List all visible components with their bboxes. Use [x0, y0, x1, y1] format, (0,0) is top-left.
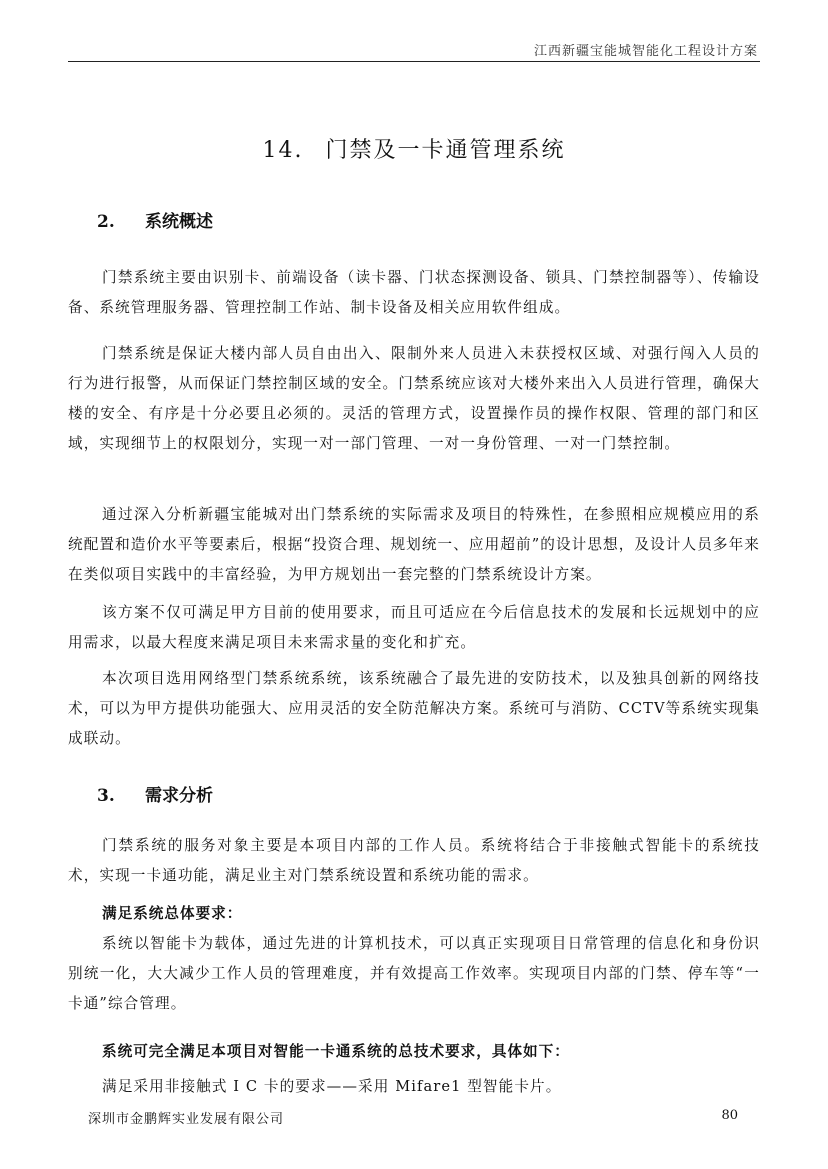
section-heading-overview [97, 207, 213, 232]
paragraph: 门禁系统主要由识别卡、前端设备（读卡器、门状态探测设备、锁具、门禁控制器等）、传输设备、系统管理服务器、管理控制工作站、制卡设备及相关应用软件组成。 [68, 269, 760, 316]
paragraph: 系统以智能卡为载体，通过先进的计算机技术，可以真正实现项目日常管理的信息化和身份识别统一化，大大减少工作人员的管理难度，并有效提高工作效率。实现项目内部的门禁、停车等“一卡通”综合管理。 [68, 935, 760, 1012]
section-heading-requirements [97, 781, 213, 806]
chapter-title [0, 133, 828, 164]
header-title: 江西新疆宝能城智能化工程设计方案 [533, 44, 758, 59]
header-divider [68, 61, 760, 62]
paragraph: 该方案不仅可满足甲方目前的使用要求，而且可适应在今后信息技术的发展和长远规划中的应用需求，以最大程度来满足项目未来需求量的变化和扩充。 [68, 604, 760, 651]
chapter-number: 14. [262, 138, 304, 163]
subheading: 满足系统总体要求： [102, 905, 243, 922]
paragraph: 门禁系统是保证大楼内部人员自由出入、限制外来人员进入未获授权区域、对强行闯入人员的行为进行报警，从而保证门禁控制区域的安全。门禁系统应该对大楼外来出入人员进行管理，确保大楼的安全、有序是十分必要且必须的。灵活的管理方式，设置操作员的操作权限、管理的部门和区域，实现细节上的权限划分，实现一对一部门管理、一对一身份管理、一对一门禁控制。 [68, 345, 760, 452]
section-heading-text: 需求分析 [145, 786, 213, 806]
paragraph: 门禁系统的服务对象主要是本项目内部的工作人员。系统将结合于非接触式智能卡的系统技术，实现一卡通功能，满足业主对门禁系统设置和系统功能的需求。 [68, 837, 760, 884]
paragraph: 满足采用非接触式 I C 卡的要求——采用 Mifare1 型智能卡片。 [102, 1078, 562, 1095]
paragraph: 本次项目选用网络型门禁系统系统，该系统融合了最先进的安防技术，以及独具创新的网络技术，可以为甲方提供功能强大、应用灵活的安全防范解决方案。系统可与消防、CCTV等系统实现集成联动。 [68, 670, 760, 747]
section-heading-text: 系统概述 [145, 212, 213, 232]
section-number: 3. [97, 786, 115, 806]
chapter-title-text: 门禁及一卡通管理系统 [325, 138, 566, 163]
bold-statement: 系统可完全满足本项目对智能一卡通系统的总技术要求，具体如下： [102, 1043, 570, 1060]
section-number: 2. [97, 212, 115, 232]
paragraph: 通过深入分析新疆宝能城对出门禁系统的实际需求及项目的特殊性，在参照相应规模应用的系统配置和造价水平等要素后，根据“投资合理、规划统一、应用超前”的设计思想，及设计人员多年来在类似项目实践中的丰富经验，为甲方规划出一套完整的门禁系统设计方案。 [68, 506, 760, 583]
footer-company: 深圳市金鹏辉实业发展有限公司 [88, 1112, 285, 1127]
page-number: 80 [721, 1108, 738, 1123]
